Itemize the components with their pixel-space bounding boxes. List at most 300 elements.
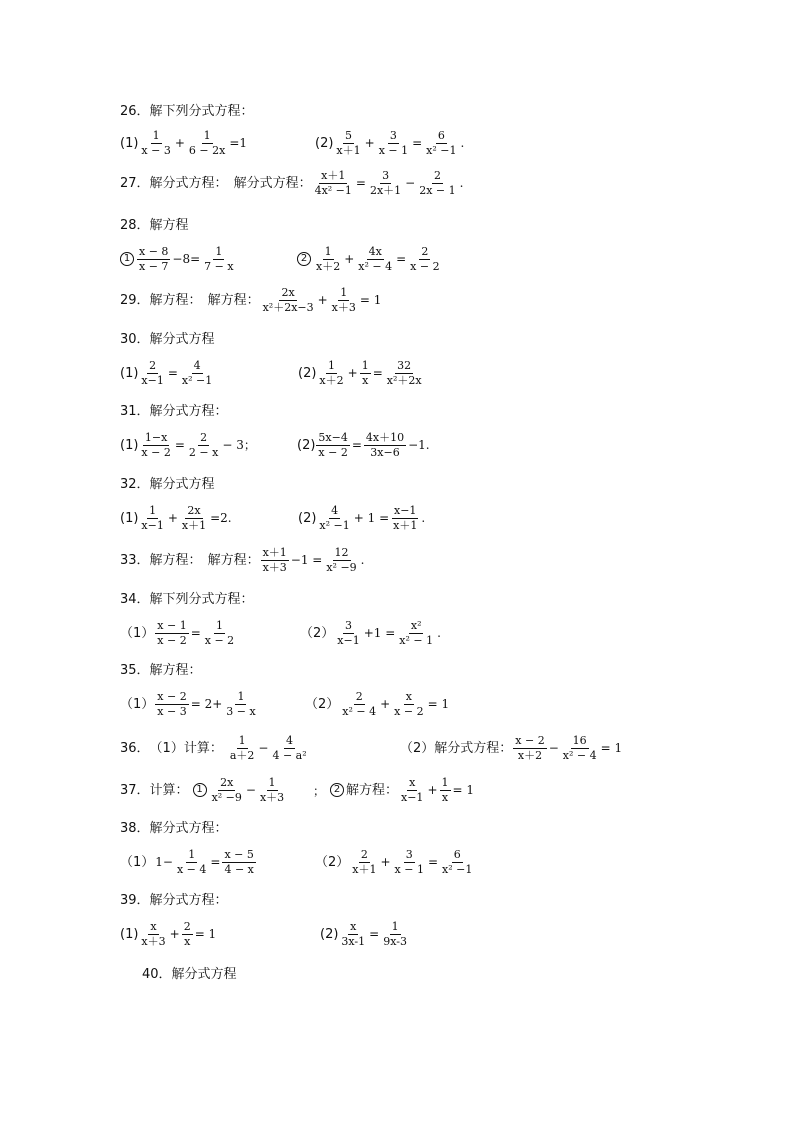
operator: . — [460, 136, 465, 151]
fraction-numerator: 1−x — [144, 431, 168, 444]
equation — [208, 287, 383, 313]
equation-part-b — [298, 360, 425, 386]
fraction-numerator: 4x — [368, 245, 382, 258]
equation — [298, 505, 426, 531]
operator: = 1 — [427, 697, 450, 712]
problem-heading — [120, 219, 189, 232]
fraction-numerator: 2 — [360, 848, 368, 861]
fraction-denominator: x−1 — [401, 790, 424, 804]
part-label: (2) — [315, 135, 334, 151]
fraction — [155, 620, 188, 646]
problem-28-title — [120, 219, 189, 232]
fraction-numerator: x − 5 — [224, 848, 254, 861]
equation — [120, 921, 217, 947]
equation — [320, 921, 410, 947]
operator: = 1 — [600, 741, 623, 756]
operator: + — [380, 855, 391, 870]
fraction-numerator: 1 — [268, 776, 276, 789]
fraction-numerator: 1 — [149, 504, 157, 517]
equation-part-a — [120, 921, 217, 947]
operator: =2. — [210, 511, 232, 526]
fraction-denominator: x − 4 — [176, 862, 207, 876]
fraction-denominator: x² −9 — [326, 560, 357, 574]
fraction — [317, 360, 345, 386]
problem-30-title — [120, 333, 215, 346]
fraction — [139, 921, 167, 947]
operator: . — [459, 176, 464, 191]
operator: + — [317, 293, 328, 308]
operator: + — [167, 511, 178, 526]
fraction-numerator: x＋1 — [262, 546, 287, 559]
problem-39-title — [120, 894, 228, 907]
equation-part-b — [315, 130, 465, 156]
equation-part-a — [120, 360, 215, 386]
fraction — [258, 777, 286, 803]
fraction-denominator: x＋2 — [319, 373, 344, 387]
problem-instruction: 解方程： — [149, 292, 202, 308]
problem-number: 29． — [120, 292, 150, 308]
fraction — [397, 620, 435, 646]
fraction — [139, 432, 172, 458]
problem-heading — [120, 287, 382, 313]
operator: + — [344, 252, 355, 267]
fraction-numerator: 2 — [200, 431, 208, 444]
problem-instruction: 解方程 — [149, 218, 189, 233]
separator: ； — [313, 784, 326, 798]
operator: = 1 — [359, 293, 382, 308]
fraction-denominator: x²＋2x−3 — [262, 300, 314, 314]
problem-number: 33． — [120, 552, 150, 568]
fraction — [561, 735, 599, 761]
problem-number: 35． — [120, 663, 150, 678]
fraction — [399, 777, 425, 803]
problem-31-title — [120, 405, 228, 418]
fraction-numerator: 1 — [215, 245, 223, 258]
fraction-denominator: 3x-1 — [341, 934, 366, 948]
equation — [330, 777, 475, 803]
fraction — [340, 691, 378, 717]
problem-heading — [120, 664, 202, 677]
part-label: (1) — [120, 135, 139, 151]
part-label: (1) — [120, 365, 139, 381]
fraction-denominator: x² −9 — [211, 790, 242, 804]
fraction — [440, 777, 451, 803]
fraction-numerator: 4x＋10 — [365, 431, 405, 444]
equation — [305, 691, 450, 717]
part-label: (2) — [298, 510, 317, 526]
equation-part-a — [120, 691, 259, 717]
fraction — [385, 360, 424, 386]
fraction-denominator: x² −1 — [181, 373, 213, 387]
fraction — [139, 130, 172, 156]
fraction — [175, 849, 208, 875]
operator: −8= — [172, 252, 201, 267]
fraction-numerator: 2x — [187, 504, 201, 517]
fraction-numerator: x−1 — [394, 504, 417, 517]
fraction-numerator: x − 2 — [157, 690, 187, 703]
problem-instruction: 解方程： — [149, 663, 202, 678]
sub-title: 解方程： — [346, 782, 399, 798]
fraction-numerator: 6 — [437, 129, 445, 142]
equation-part-a — [120, 246, 237, 272]
fraction-numerator: 2 — [421, 245, 429, 258]
operator: + — [380, 697, 391, 712]
fraction — [440, 849, 474, 875]
fraction-numerator: 1 — [152, 129, 160, 142]
part-label: (2) — [298, 365, 317, 381]
equation-part-b — [320, 921, 410, 947]
circled-number: 2 — [297, 252, 311, 266]
problem-heading — [120, 105, 254, 118]
fraction-denominator: 6 − 2x — [188, 143, 226, 157]
problem-instruction: 解分式方程： — [149, 404, 228, 419]
operator: −1 = — [290, 553, 323, 568]
fraction-numerator: 3 — [344, 619, 352, 632]
problem-number: 28． — [120, 218, 150, 233]
fraction-numerator: 4 — [286, 734, 294, 747]
problem-instruction: 解分式方程： — [149, 175, 228, 191]
fraction-numerator: 1 — [238, 734, 246, 747]
equation — [298, 360, 425, 386]
problem-number: 36． — [120, 740, 150, 756]
fraction-numerator: 1 — [340, 286, 348, 299]
equation — [297, 432, 431, 458]
equation-part-b — [298, 505, 426, 531]
fraction-denominator: x＋1 — [336, 143, 361, 157]
part-label: (2) — [320, 926, 339, 942]
operator: = — [351, 438, 362, 453]
fraction-numerator: 3 — [382, 169, 390, 182]
fraction — [228, 735, 257, 761]
equation — [120, 432, 257, 458]
fraction-numerator: 3 — [405, 848, 413, 861]
operator: . — [360, 553, 365, 568]
problem-37-title — [120, 777, 287, 803]
problem-heading — [120, 405, 228, 418]
fraction — [324, 547, 358, 573]
fraction-numerator: 3 — [389, 129, 397, 142]
operator: = — [427, 855, 439, 870]
fraction-denominator: x−1 — [141, 518, 164, 532]
operator: = — [369, 927, 380, 942]
equation-part-b — [315, 849, 475, 875]
fraction-numerator: x — [405, 690, 412, 703]
fraction-numerator: 2 — [183, 920, 191, 933]
fraction-numerator: x − 1 — [157, 619, 187, 632]
fraction — [314, 246, 342, 272]
circled-number: 2 — [330, 783, 344, 797]
problem-instruction: 解下列分式方程： — [149, 104, 254, 119]
equation — [120, 849, 257, 875]
equation — [120, 246, 237, 272]
fraction-denominator: x² −1 — [319, 518, 350, 532]
problem-34-title — [120, 593, 254, 606]
operator: = — [396, 252, 407, 267]
problem-heading — [120, 593, 254, 606]
part-label: （1） — [120, 854, 155, 870]
operator: + 1 = — [353, 511, 390, 526]
problem-number: 26． — [120, 104, 150, 119]
fraction-numerator: 2 — [433, 169, 441, 182]
fraction — [513, 735, 546, 761]
fraction — [392, 691, 425, 717]
part-label: （1） — [120, 625, 155, 641]
equation-part-a — [120, 849, 257, 875]
part-label: （2） — [305, 696, 340, 712]
fraction — [155, 691, 188, 717]
fraction — [339, 921, 367, 947]
operator: = — [167, 366, 178, 381]
equation — [297, 246, 443, 272]
fraction-denominator: 9x-3 — [383, 934, 407, 948]
fraction-denominator: x² − 4 — [342, 704, 377, 718]
fraction-denominator: x＋3 — [141, 934, 166, 948]
operator: − — [245, 783, 256, 798]
operator: +1 = — [363, 626, 396, 641]
operator: = — [174, 438, 185, 453]
fraction — [180, 505, 208, 531]
operator: = — [355, 176, 366, 191]
circled-number: 1 — [120, 252, 134, 266]
problem-36-title — [120, 735, 310, 761]
fraction-denominator: x — [184, 934, 191, 948]
problem-instruction: 解分式方程 — [149, 477, 215, 492]
fraction — [334, 130, 362, 156]
fraction — [316, 432, 349, 458]
circled-number: 1 — [193, 783, 207, 797]
problem-27-title — [120, 170, 464, 196]
fraction-numerator: 1 — [328, 359, 336, 372]
fraction-numerator: 1 — [324, 245, 332, 258]
problem-heading — [120, 735, 310, 761]
fraction-denominator: x — [362, 373, 369, 387]
operator: + — [364, 136, 375, 151]
fraction-numerator: 1 — [361, 359, 369, 372]
operator: = 1 — [452, 783, 475, 798]
fraction — [180, 360, 214, 386]
problem-instruction: 解下列分式方程： — [149, 592, 254, 607]
fraction-numerator: 5 — [345, 129, 353, 142]
problem-instruction: （1）计算： — [149, 740, 223, 756]
fraction — [139, 360, 165, 386]
fraction-numerator: 6 — [453, 848, 461, 861]
fraction — [408, 246, 441, 272]
fraction-denominator: x²＋2x — [386, 373, 422, 387]
fraction-denominator: x＋1 — [181, 518, 207, 532]
fraction-numerator: x − 2 — [515, 734, 545, 747]
fraction-numerator: 1 — [215, 619, 223, 632]
equation-part-b — [297, 432, 431, 458]
problem-instruction: 解分式方程 — [149, 332, 215, 347]
operator: = — [190, 626, 201, 641]
problem-33-title — [120, 547, 366, 573]
equation — [234, 170, 465, 196]
fraction-numerator: 4 — [331, 504, 339, 517]
fraction — [381, 921, 409, 947]
equation-part-b — [305, 691, 450, 717]
fraction-numerator: 12 — [334, 546, 349, 559]
part-label: （1） — [120, 696, 155, 712]
problem-heading — [120, 333, 215, 346]
fraction-numerator: 32 — [397, 359, 412, 372]
fraction-denominator: 4x² −1 — [314, 183, 352, 197]
fraction — [187, 432, 220, 458]
fraction-denominator: x＋3 — [259, 790, 285, 804]
fraction-denominator: 2 − x — [188, 445, 219, 459]
fraction-denominator: x − 7 — [139, 259, 169, 273]
equation — [120, 130, 248, 156]
problem-instruction: 解方程： — [149, 552, 202, 568]
part-label: （2） — [300, 625, 335, 641]
fraction-denominator: x−1 — [141, 373, 164, 387]
fraction — [335, 620, 361, 646]
fraction-denominator: x − 3 — [141, 143, 171, 157]
problem-number: 37． — [120, 782, 150, 798]
fraction — [393, 849, 426, 875]
equation-part-b — [300, 620, 442, 646]
operator: − — [405, 176, 416, 191]
equation — [300, 620, 442, 646]
equation — [315, 849, 475, 875]
fraction — [350, 849, 378, 875]
sub-title: 解方程： — [207, 292, 260, 308]
fraction-denominator: x＋2 — [517, 748, 543, 762]
fraction — [203, 620, 236, 646]
operator: −1. — [408, 438, 430, 453]
fraction — [210, 777, 244, 803]
fraction — [391, 505, 419, 531]
fraction-denominator: x − 2 — [204, 633, 235, 647]
fraction-denominator: x＋2 — [316, 259, 341, 273]
fraction-numerator: x — [150, 920, 157, 933]
equation-part-a — [227, 735, 310, 761]
fraction-denominator: x−1 — [337, 633, 360, 647]
fraction-numerator: x² — [410, 619, 422, 632]
fraction-denominator: x − 2 — [410, 259, 440, 273]
problem-heading — [120, 170, 464, 196]
equation-part-b — [313, 776, 475, 804]
equation — [120, 505, 233, 531]
fraction-numerator: 5x−4 — [318, 431, 348, 444]
fraction-numerator: 16 — [572, 734, 587, 747]
fraction-numerator: x — [409, 776, 416, 789]
problem-number: 34． — [120, 592, 150, 607]
fraction — [377, 130, 410, 156]
fraction-denominator: x − 2 — [394, 704, 424, 718]
problem-number: 30． — [120, 332, 150, 347]
equation — [400, 735, 623, 761]
problem-heading — [120, 777, 287, 803]
fraction-numerator: 2 — [149, 359, 157, 372]
part-label: (1) — [120, 926, 139, 942]
fraction-denominator: x＋1 — [393, 518, 418, 532]
fraction — [330, 287, 358, 313]
fraction-numerator: x＋1 — [321, 169, 346, 182]
problem-instruction: 解分式方程 — [171, 967, 237, 982]
operator: = — [412, 136, 423, 151]
problem-26-title — [120, 105, 254, 118]
operator: = 1 — [194, 927, 217, 942]
equation-part-b — [400, 735, 623, 761]
fraction-denominator: x² − 4 — [358, 259, 393, 273]
operator: + — [347, 366, 358, 381]
operator: − — [548, 741, 559, 756]
equation — [120, 691, 259, 717]
part-label: (2) — [297, 437, 316, 453]
operator: + — [427, 783, 438, 798]
fraction — [222, 849, 255, 875]
problem-heading — [120, 822, 228, 835]
sub-title: 解方程： — [207, 552, 260, 568]
problem-32-title — [120, 478, 215, 491]
fraction-numerator: 1 — [188, 848, 196, 861]
fraction — [270, 735, 308, 761]
fraction-denominator: x² − 1 — [399, 633, 434, 647]
equation — [315, 130, 465, 156]
fraction — [261, 547, 289, 573]
fraction — [317, 505, 351, 531]
problem-number: 31． — [120, 404, 150, 419]
fraction — [187, 130, 227, 156]
fraction-denominator: a＋2 — [229, 748, 255, 762]
fraction-denominator: x² − 4 — [562, 748, 597, 762]
problem-number: 32． — [120, 477, 150, 492]
fraction-denominator: 3x−6 — [370, 445, 400, 459]
fraction-denominator: x − 2 — [318, 445, 348, 459]
problem-instruction: 解分式方程： — [149, 893, 228, 908]
fraction-denominator: 3 − x — [226, 704, 256, 718]
fraction-denominator: x − 2 — [141, 445, 171, 459]
operator: + — [174, 136, 185, 151]
fraction-denominator: x＋1 — [352, 862, 377, 876]
fraction — [417, 170, 457, 196]
fraction-numerator: 2 — [355, 690, 363, 703]
sub-title: 解分式方程： — [233, 175, 312, 191]
operator: . — [437, 626, 441, 641]
fraction-denominator: x＋3 — [262, 560, 287, 574]
part-label: (1) — [120, 510, 139, 526]
equation — [120, 620, 237, 646]
part-label: (1) — [120, 437, 139, 453]
fraction-denominator: 2x − 1 — [419, 183, 456, 197]
problem-number: 39． — [120, 893, 150, 908]
fraction-numerator: 1 — [203, 129, 211, 142]
operator: = — [210, 855, 221, 870]
fraction-numerator: 1 — [441, 776, 449, 789]
problem-35-title — [120, 664, 202, 677]
operator: =1 — [229, 136, 248, 151]
operator: . — [421, 511, 426, 526]
fraction — [313, 170, 354, 196]
operator: + — [169, 927, 180, 942]
problem-number: 38． — [120, 821, 150, 836]
fraction-numerator: 1 — [237, 690, 245, 703]
fraction — [368, 170, 403, 196]
operator: 1− — [155, 855, 173, 870]
problem-38-title — [120, 822, 228, 835]
operator: = 2+ — [190, 697, 223, 712]
fraction-numerator: 2x — [220, 776, 234, 789]
fraction-denominator: x − 1 — [378, 143, 409, 157]
fraction — [261, 287, 316, 313]
problem-heading — [120, 547, 366, 573]
operator: − 3； — [222, 438, 256, 453]
problem-heading — [120, 478, 215, 491]
fraction-denominator: x − 1 — [394, 862, 424, 876]
fraction — [356, 246, 394, 272]
fraction-denominator: x² −1 — [442, 862, 473, 876]
operator: − — [258, 741, 269, 756]
